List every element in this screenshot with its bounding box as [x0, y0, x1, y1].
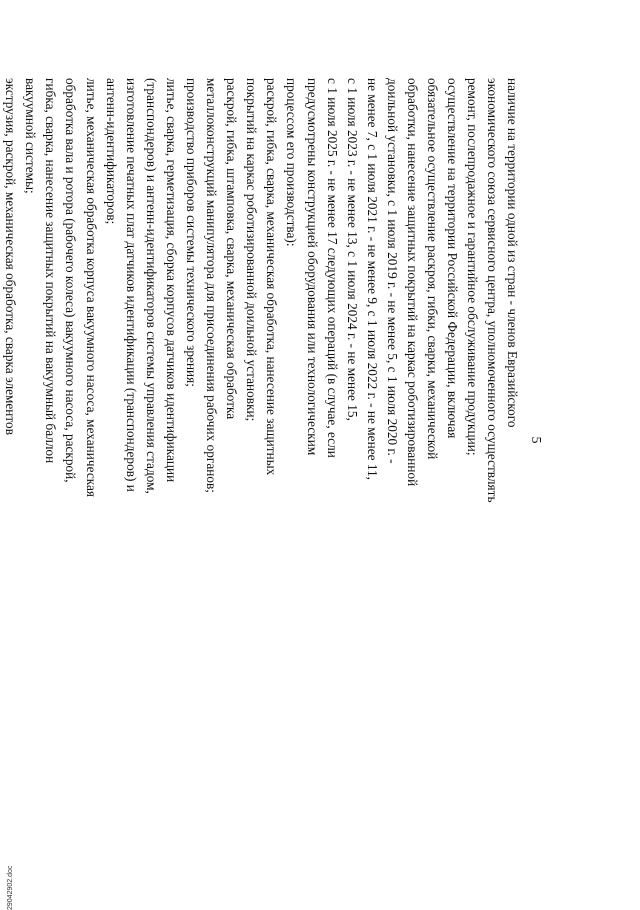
body-text — [0, 78, 523, 678]
text-line: наличие на территории одной из стран - членов Евразийского — [502, 78, 522, 678]
text-line: не менее 7, с 1 июля 2021 г. - не менее 9, с 1 июля 2022 г. - не менее 11, — [362, 78, 382, 678]
text-line: раскрой, гибка, сварка, механическая обработка, нанесение защитных — [261, 78, 281, 678]
text-line: обработка вала и ротора (рабочего колеса) вакуумного насоса, раскрой, — [60, 78, 80, 678]
text-line: раскрой, гибка, штамповка, сварка, механическая обработка — [221, 78, 241, 678]
text-line: процессом его производства): — [281, 78, 301, 678]
text-line: предусмотрены конструкцией оборудования или технологическим — [301, 78, 321, 678]
text-line: (транспондеров) и антенн-идентификаторов системы управления стадом, — [141, 78, 161, 678]
text-line: литье, механическая обработка корпуса вакуумного насоса, механическая — [80, 78, 100, 678]
text-line: экономического союза сервисного центра, уполномоченного осуществлять — [482, 78, 502, 678]
text-line: гибка, сварка, нанесение защитных покрытий на вакуумный баллон — [40, 78, 60, 678]
text-line: с 1 июля 2023 г. - не менее 13, с 1 июля 2024 г. - не менее 15, — [342, 78, 362, 678]
text-line: обязательное осуществление раскроя, гибки, сварки, механической — [422, 78, 442, 678]
page-number: 5 — [527, 40, 543, 840]
text-line: обработки, нанесение защитных покрытий на каркас роботизированной — [402, 78, 422, 678]
document-file-code: 29042902.doc — [6, 850, 15, 910]
text-line: экструзия, раскрой, механическая обработка, сварка элементов — [0, 78, 20, 678]
text-line: с 1 июля 2025 г. - не менее 17 следующих операций (в случае, если — [322, 78, 342, 678]
text-line: металлоконструкций манипулятора для присоединения рабочих органов; — [201, 78, 221, 678]
text-line: ремонт, послепродажное и гарантийное обслуживание продукции; — [462, 78, 482, 678]
text-line: покрытий на каркас роботизированной доильной установки; — [241, 78, 261, 678]
text-line: антенн-идентификаторов; — [101, 78, 121, 678]
text-line: осуществление на территории Российской Федерации, включая — [442, 78, 462, 678]
text-line: доильной установки, с 1 июля 2019 г. - не менее 5, с 1 июля 2020 г. - — [382, 78, 402, 678]
text-line: литье, сварка, герметизация, сборка корпусов датчиков идентификации — [161, 78, 181, 678]
text-line: вакуумной системы; — [20, 78, 40, 678]
text-line: изготовление печатных плат датчиков идентификации (транспондеров) и — [121, 78, 141, 678]
text-line: производство приборов системы технического зрения; — [181, 78, 201, 678]
